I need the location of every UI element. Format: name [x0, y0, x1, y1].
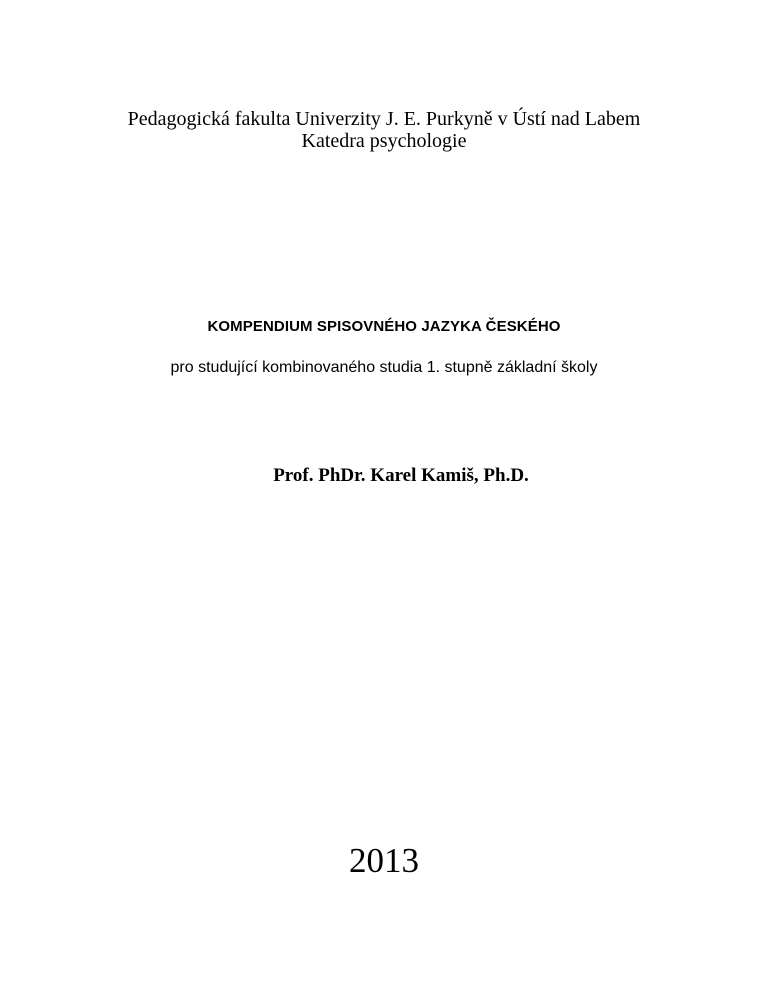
document-subtitle: pro studující kombinovaného studia 1. stupně základní školy	[170, 359, 598, 376]
institution-name: Pedagogická fakulta Univerzity J. E. Purkyně v Ústí nad Labem	[127, 108, 641, 130]
department-name: Katedra psychologie	[301, 130, 467, 152]
document-title: KOMPENDIUM SPISOVNÉHO JAZYKA ČESKÉHO	[207, 318, 561, 335]
author-name: Prof. PhDr. Karel Kamiš, Ph.D.	[273, 465, 529, 486]
publication-year: 2013	[349, 841, 419, 880]
